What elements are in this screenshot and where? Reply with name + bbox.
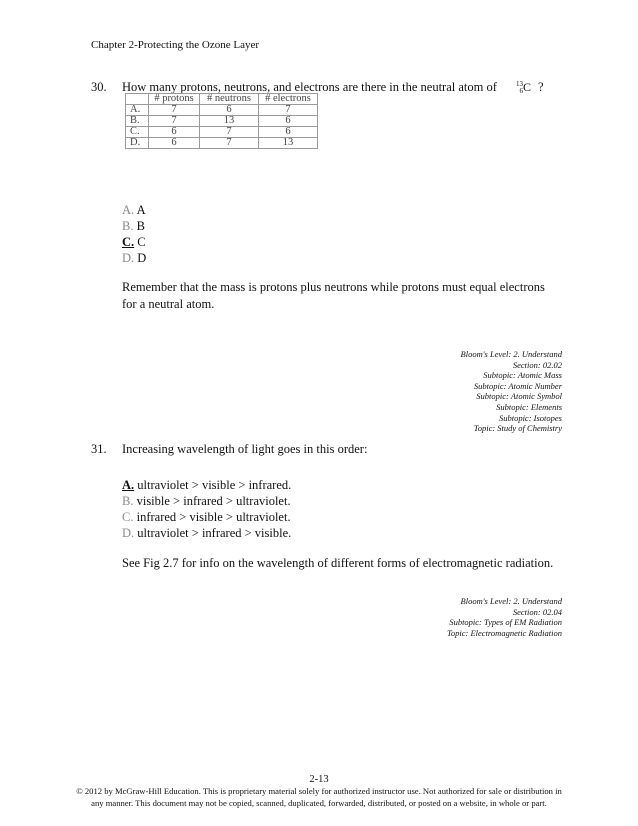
option-letter: B.	[122, 219, 134, 233]
question-31-number: 31.	[91, 442, 107, 456]
table-cell: 13	[259, 138, 318, 149]
table-cell: 13	[200, 116, 259, 127]
table-row	[126, 127, 318, 138]
option-b[interactable]	[122, 218, 146, 234]
table-cell: 6	[149, 127, 200, 138]
meta-line: Bloom's Level: 2. Understand	[460, 596, 562, 606]
option-text: ultraviolet > infrared > visible.	[137, 526, 292, 540]
table-row	[126, 105, 318, 116]
isotope-symbol: C	[523, 80, 532, 94]
option-d[interactable]	[122, 525, 291, 541]
table-cell: A.	[126, 105, 149, 116]
option-c[interactable]	[122, 234, 146, 250]
page-number: 2-13	[309, 774, 329, 785]
option-text: A	[136, 203, 146, 217]
isotope-mass-number: 13	[516, 80, 524, 89]
option-letter-correct: C.	[122, 235, 135, 249]
isotope-atomic-number: 6	[519, 87, 524, 96]
option-text: infrared > visible > ultraviolet.	[136, 510, 291, 524]
table-cell: D.	[126, 138, 149, 149]
option-letter: C.	[122, 510, 134, 524]
option-d[interactable]	[122, 250, 146, 266]
question-31-metadata	[447, 596, 562, 638]
table-cell: 7	[149, 105, 200, 116]
explanation-line: for a neutral atom.	[122, 297, 215, 311]
option-a[interactable]	[122, 202, 146, 218]
table-header-cell: # protons	[149, 94, 200, 105]
table-cell: 6	[259, 127, 318, 138]
question-30-metadata	[461, 349, 562, 434]
question-31-text: Increasing wavelength of light goes in this order:	[122, 442, 368, 456]
question-31-options	[122, 477, 291, 541]
meta-line: Subtopic: Isotopes	[498, 412, 562, 423]
option-b[interactable]	[122, 493, 291, 509]
option-c[interactable]	[122, 509, 291, 525]
chapter-header: Chapter 2-Protecting the Ozone Layer	[91, 39, 259, 51]
table-cell: 6	[149, 138, 200, 149]
meta-line: Topic: Study of Chemistry	[473, 423, 562, 434]
table-cell: 7	[200, 138, 259, 149]
option-text: D	[137, 251, 147, 265]
table-header-row	[126, 94, 318, 105]
table-header-cell	[126, 94, 149, 105]
meta-line: Subtopic: Atomic Number	[473, 380, 562, 391]
meta-line: Section: 02.04	[512, 606, 562, 617]
table-row	[126, 138, 318, 149]
meta-line: Topic: Electromagnetic Radiation	[446, 627, 562, 638]
copyright-notice	[70, 786, 568, 809]
table-cell: 7	[149, 116, 200, 127]
option-text: C	[137, 235, 146, 249]
copyright-line: © 2012 by McGraw-Hill Education. This is proprietary material solely for authorized instructor use. Not authorized for sale or distribution in	[76, 786, 562, 796]
option-letter: D.	[122, 526, 135, 540]
question-30-end: ?	[538, 80, 544, 94]
question-31-explanation: See Fig 2.7 for info on the wavelength of different forms of electromagnetic radiation.	[122, 556, 554, 570]
meta-line: Subtopic: Elements	[496, 401, 562, 412]
meta-line: Subtopic: Atomic Symbol	[476, 391, 562, 402]
table-cell: 6	[259, 116, 318, 127]
option-letter: B.	[122, 494, 134, 508]
question-30-options	[122, 202, 146, 266]
option-text: B	[136, 219, 145, 233]
question-30-explanation	[122, 279, 545, 313]
table-cell: 6	[200, 105, 259, 116]
meta-line: Section: 02.02	[512, 359, 562, 370]
question-30-stem: How many protons, neutrons, and electrons are there in the neutral atom of	[122, 80, 497, 94]
option-letter: D.	[122, 251, 135, 265]
table-header-cell: # neutrons	[200, 94, 259, 105]
meta-line: Subtopic: Types of EM Radiation	[449, 617, 562, 628]
question-30-number: 30.	[91, 80, 107, 94]
explanation-line: Remember that the mass is protons plus neutrons while protons must equal electrons	[122, 280, 545, 294]
copyright-line: any manner. This document may not be copied, scanned, duplicated, forwarded, distributed, or posted on a website, in whole or part.	[91, 797, 547, 808]
table-header-cell: # electrons	[259, 94, 318, 105]
table-cell: B.	[126, 116, 149, 127]
meta-line: Bloom's Level: 2. Understand	[460, 349, 562, 359]
option-text: visible > infrared > ultraviolet.	[136, 494, 291, 508]
table-row	[126, 116, 318, 127]
option-letter-correct: A.	[122, 478, 135, 492]
isotope-notation	[516, 80, 534, 94]
option-letter: A.	[122, 203, 135, 217]
meta-line: Subtopic: Atomic Mass	[483, 370, 562, 381]
table-cell: 7	[200, 127, 259, 138]
question-30-table	[125, 93, 318, 149]
table-cell: C.	[126, 127, 149, 138]
option-text: ultraviolet > visible > infrared.	[137, 478, 292, 492]
table-cell: 7	[259, 105, 318, 116]
option-a[interactable]	[122, 477, 291, 493]
